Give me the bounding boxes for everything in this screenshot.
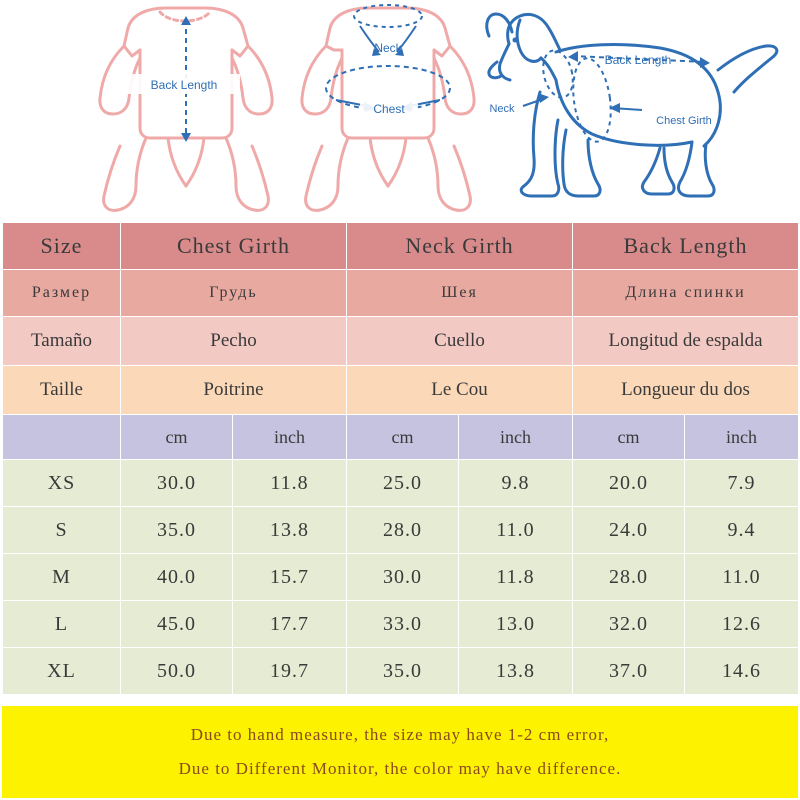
cell-neck-cm: 35.0 (347, 648, 459, 695)
cell-size: M (3, 554, 121, 601)
cell-neck-cm: 28.0 (347, 507, 459, 554)
cell-neck-cm: 30.0 (347, 554, 459, 601)
cell-chest-cm: 40.0 (121, 554, 233, 601)
dog-chest-girth-measure (568, 56, 642, 144)
cell-neck-inch: 13.8 (459, 648, 573, 695)
back-length-label: Back Length (150, 78, 218, 92)
table-row-header-fr (3, 366, 799, 415)
cell-size: S (3, 507, 121, 554)
cell-neck-cm: 25.0 (347, 460, 459, 507)
cell-size: XS (3, 460, 121, 507)
header-chest-fr: Poitrine (121, 366, 347, 415)
disclaimer-line-1: Due to hand measure, the size may have 1-2 cm error, (190, 725, 610, 744)
disclaimer-note (2, 706, 798, 798)
unit-back-inch: inch (685, 415, 799, 460)
cell-chest-cm: 35.0 (121, 507, 233, 554)
cell-neck-inch: 9.8 (459, 460, 573, 507)
size-table (2, 222, 799, 695)
dog-neck-measure (523, 47, 577, 106)
cell-back-inch: 11.0 (685, 554, 799, 601)
cell-back-cm: 24.0 (573, 507, 685, 554)
cell-neck-inch: 11.8 (459, 554, 573, 601)
unit-neck-cm: cm (347, 415, 459, 460)
header-chest-es: Pecho (121, 317, 347, 366)
header-chest-en: Chest Girth (121, 223, 347, 270)
header-neck-fr: Le Cou (347, 366, 573, 415)
cell-back-inch: 12.6 (685, 601, 799, 648)
header-neck-en: Neck Girth (347, 223, 573, 270)
cell-back-cm: 37.0 (573, 648, 685, 695)
neck-label: Neck (374, 41, 402, 55)
cell-chest-inch: 17.7 (233, 601, 347, 648)
header-size-fr: Taille (3, 366, 121, 415)
header-size-es: Tamaño (3, 317, 121, 366)
cell-size: L (3, 601, 121, 648)
cell-chest-inch: 11.8 (233, 460, 347, 507)
dog-back-length-label: Back Length (604, 53, 672, 67)
header-back-es: Longitud de espalda (573, 317, 799, 366)
table-row (3, 507, 799, 554)
header-chest-ru: Грудь (121, 270, 347, 317)
cell-neck-cm: 33.0 (347, 601, 459, 648)
table-row (3, 601, 799, 648)
cell-back-inch: 14.6 (685, 648, 799, 695)
cell-chest-cm: 30.0 (121, 460, 233, 507)
header-size-en: Size (3, 223, 121, 270)
cell-back-inch: 9.4 (685, 507, 799, 554)
header-back-en: Back Length (573, 223, 799, 270)
cell-neck-inch: 11.0 (459, 507, 573, 554)
header-size-ru: Рaзмер (3, 270, 121, 317)
header-neck-es: Cuello (347, 317, 573, 366)
illustration-area (0, 0, 800, 222)
table-row-header-es (3, 317, 799, 366)
header-neck-ru: Шея (347, 270, 573, 317)
cell-back-cm: 28.0 (573, 554, 685, 601)
cell-chest-inch: 15.7 (233, 554, 347, 601)
unit-blank (3, 415, 121, 460)
chest-label: Chest (373, 102, 405, 116)
cell-back-inch: 7.9 (685, 460, 799, 507)
dog-diagram (487, 14, 777, 196)
table-row-header-ru (3, 270, 799, 317)
cell-chest-cm: 45.0 (121, 601, 233, 648)
table-row (3, 648, 799, 695)
cell-back-cm: 20.0 (573, 460, 685, 507)
header-back-ru: Длина спинки (573, 270, 799, 317)
dog-neck-label: Neck (489, 103, 515, 115)
unit-neck-inch: inch (459, 415, 573, 460)
cell-chest-inch: 19.7 (233, 648, 347, 695)
disclaimer-line-2: Due to Different Monitor, the color may have difference. (178, 759, 622, 778)
dog-chest-girth-label: Chest Girth (656, 115, 712, 127)
header-back-fr: Longueur du dos (573, 366, 799, 415)
cell-neck-inch: 13.0 (459, 601, 573, 648)
table-row-units (3, 415, 799, 460)
cell-chest-inch: 13.8 (233, 507, 347, 554)
cell-back-cm: 32.0 (573, 601, 685, 648)
unit-back-cm: cm (573, 415, 685, 460)
illustration-svg (0, 0, 800, 222)
unit-chest-inch: inch (233, 415, 347, 460)
unit-chest-cm: cm (121, 415, 233, 460)
table-row (3, 460, 799, 507)
table-row-header-en (3, 223, 799, 270)
cell-size: XL (3, 648, 121, 695)
cell-chest-cm: 50.0 (121, 648, 233, 695)
table-row (3, 554, 799, 601)
